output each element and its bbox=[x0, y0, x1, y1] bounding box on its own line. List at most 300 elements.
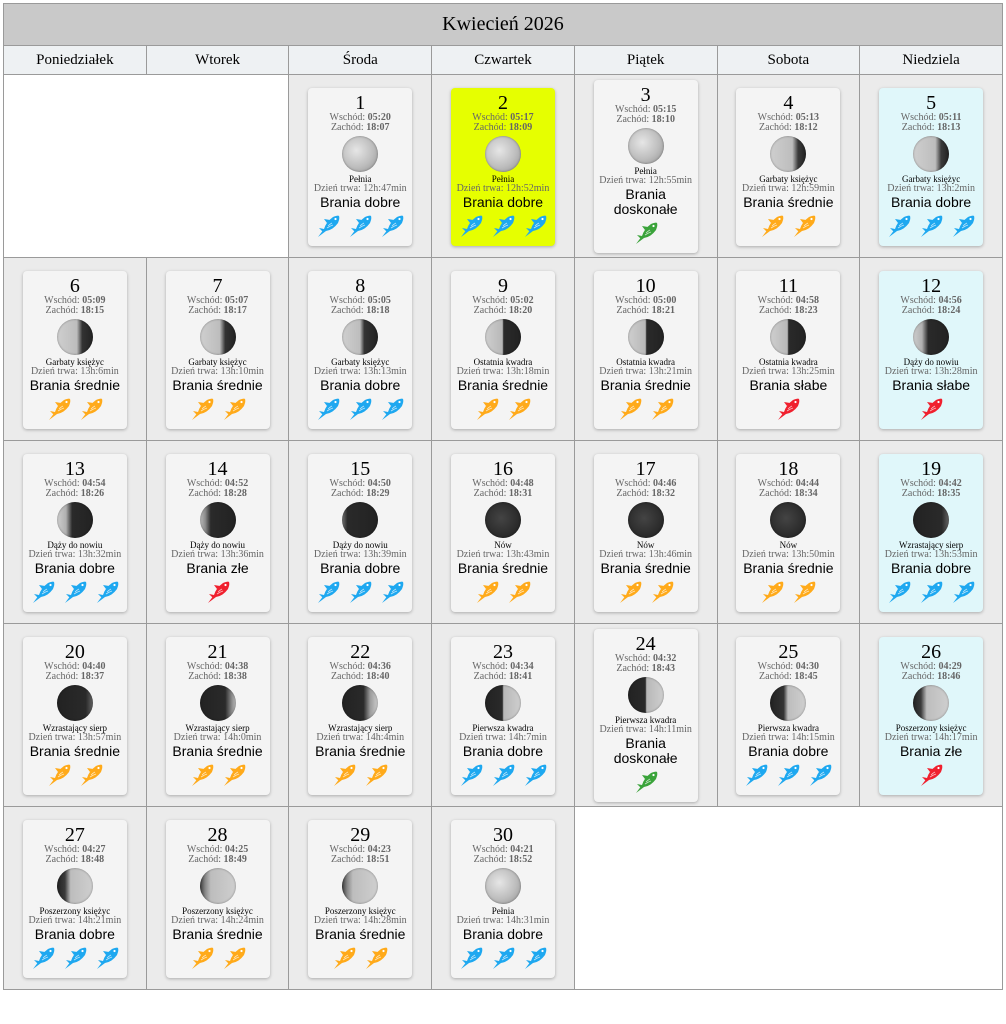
day-length-value: 12h:59min bbox=[791, 183, 835, 194]
day-length-label: Dzień trwa: bbox=[171, 915, 219, 926]
sunset-value: 18:52 bbox=[508, 854, 533, 865]
sunset-value: 18:38 bbox=[223, 671, 247, 682]
moon-phase-icon bbox=[57, 685, 93, 721]
fishing-condition: Brania średnie bbox=[457, 377, 549, 393]
fish-icon bbox=[807, 763, 833, 789]
fish-rating bbox=[736, 580, 840, 606]
fish-rating bbox=[879, 214, 983, 240]
day-length bbox=[594, 176, 698, 186]
calendar-body bbox=[4, 75, 1003, 990]
day-cell[interactable] bbox=[432, 441, 575, 624]
fish-icon bbox=[633, 221, 659, 247]
day-number: 22 bbox=[350, 641, 371, 663]
fishing-condition: Brania średnie bbox=[29, 377, 120, 393]
sunset-time bbox=[451, 123, 555, 133]
fishing-condition: Brania dobre bbox=[748, 743, 829, 759]
sunset-label: Zachód: bbox=[330, 854, 364, 865]
sunrise-label: Wschód: bbox=[329, 295, 366, 306]
day-cell[interactable] bbox=[717, 441, 860, 624]
sunset-value: 18:43 bbox=[651, 663, 675, 674]
fish-icon bbox=[759, 580, 785, 606]
day-length-value: 14h:7min bbox=[508, 732, 547, 743]
day-length-value: 13h:50min bbox=[791, 549, 835, 560]
fish-icon bbox=[189, 946, 215, 972]
day-card[interactable] bbox=[308, 88, 412, 246]
day-length bbox=[308, 916, 412, 926]
sunset-label: Zachód: bbox=[473, 488, 507, 499]
moon-phase-icon bbox=[770, 319, 806, 355]
day-length bbox=[594, 725, 698, 735]
day-cell[interactable] bbox=[860, 75, 1003, 258]
day-length-label: Dzień trwa: bbox=[741, 549, 789, 560]
fishing-condition: Brania dobre bbox=[891, 560, 972, 576]
fish-icon bbox=[522, 214, 548, 240]
moon-phase-label: Poszerzony księżyc bbox=[324, 906, 396, 916]
sunrise-label: Wschód: bbox=[186, 478, 223, 489]
sunset-value: 18:31 bbox=[508, 488, 533, 499]
day-cell[interactable] bbox=[432, 807, 575, 990]
sunset-value: 18:28 bbox=[223, 488, 247, 499]
moon-phase-label: Wzrastający sierp bbox=[899, 540, 964, 550]
weekday-header-sunday: Niedziela bbox=[860, 46, 1003, 75]
moon-phase-icon bbox=[485, 319, 521, 355]
day-number: 1 bbox=[355, 92, 366, 114]
sunset-label: Zachód: bbox=[901, 488, 935, 499]
day-length-label: Dzień trwa: bbox=[28, 732, 76, 743]
sunset-label: Zachód: bbox=[45, 854, 79, 865]
day-card[interactable] bbox=[879, 88, 983, 246]
day-cell[interactable] bbox=[146, 441, 289, 624]
sunset-label: Zachód: bbox=[473, 305, 507, 316]
sunset-value: 18:49 bbox=[223, 854, 247, 865]
day-length bbox=[879, 367, 983, 377]
day-length bbox=[594, 550, 698, 560]
sunrise-value: 04:40 bbox=[82, 661, 106, 672]
moon-phase-label: Garbaty księżyc bbox=[331, 357, 390, 367]
moon-phase-label: Pełnia bbox=[491, 906, 515, 916]
sunrise-value: 04:29 bbox=[938, 661, 962, 672]
sunset-time bbox=[594, 489, 698, 499]
moon-phase-icon bbox=[770, 685, 806, 721]
day-card[interactable] bbox=[308, 820, 412, 978]
moon-phase-label: Pełnia bbox=[491, 174, 515, 184]
fishing-condition: Brania średnie bbox=[29, 743, 120, 759]
weekday-header-wednesday: Środa bbox=[289, 46, 432, 75]
day-length bbox=[736, 367, 840, 377]
sunset-label: Zachód: bbox=[759, 671, 792, 682]
sunrise-value: 04:23 bbox=[367, 844, 391, 855]
fishing-condition: Brania średnie bbox=[172, 743, 263, 759]
day-cell[interactable] bbox=[574, 258, 717, 441]
sunset-label: Zachód: bbox=[188, 305, 221, 316]
sunset-value: 18:13 bbox=[937, 122, 961, 133]
moon-phase-icon bbox=[342, 319, 378, 355]
sunset-value: 18:21 bbox=[651, 305, 675, 316]
day-length-label: Dzień trwa: bbox=[741, 183, 789, 194]
fish-icon bbox=[379, 214, 405, 240]
sunset-time bbox=[736, 306, 840, 316]
day-length-label: Dzień trwa: bbox=[884, 549, 932, 560]
moon-phase-icon bbox=[628, 128, 664, 164]
day-card[interactable] bbox=[594, 271, 698, 429]
fish-rating bbox=[451, 763, 555, 789]
sunset-time bbox=[308, 489, 412, 499]
weekday-header-thursday: Czwartek bbox=[432, 46, 575, 75]
week-row bbox=[4, 807, 1003, 990]
day-cell[interactable] bbox=[717, 258, 860, 441]
sunset-label: Zachód: bbox=[759, 305, 792, 316]
day-length-label: Dzień trwa: bbox=[28, 915, 76, 926]
day-length-label: Dzień trwa: bbox=[741, 366, 789, 377]
day-card[interactable] bbox=[23, 820, 127, 978]
fish-icon bbox=[331, 946, 357, 972]
fish-icon bbox=[458, 763, 484, 789]
fish-icon bbox=[775, 397, 801, 423]
sunset-label: Zachód: bbox=[616, 663, 650, 674]
sunrise-value: 04:54 bbox=[82, 478, 106, 489]
moon-phase-label: Garbaty księżyc bbox=[901, 174, 961, 184]
day-length-label: Dzień trwa: bbox=[456, 366, 504, 377]
sunset-time bbox=[451, 489, 555, 499]
sunrise-label: Wschód: bbox=[614, 478, 651, 489]
day-length-label: Dzień trwa: bbox=[599, 366, 647, 377]
sunset-label: Zachód: bbox=[45, 671, 79, 682]
day-number: 7 bbox=[212, 275, 223, 297]
moon-phase-icon bbox=[342, 136, 378, 172]
sunrise-label: Wschód: bbox=[900, 295, 936, 306]
moon-phase-icon bbox=[200, 868, 236, 904]
day-cell[interactable] bbox=[717, 624, 860, 807]
sunset-time bbox=[736, 672, 840, 682]
fish-icon bbox=[886, 214, 912, 240]
day-card[interactable] bbox=[879, 637, 983, 795]
fishing-condition: Brania średnie bbox=[172, 926, 263, 942]
sunset-value: 18:40 bbox=[366, 671, 390, 682]
fish-icon bbox=[522, 946, 548, 972]
moon-phase-icon bbox=[770, 502, 806, 538]
sunrise-value: 04:42 bbox=[938, 478, 962, 489]
fish-icon bbox=[46, 397, 72, 423]
fishing-condition: Brania średnie bbox=[315, 743, 406, 759]
day-cell[interactable] bbox=[860, 258, 1003, 441]
sunrise-label: Wschód: bbox=[44, 844, 80, 855]
sunset-label: Zachód: bbox=[188, 488, 221, 499]
moon-phase-icon bbox=[485, 868, 521, 904]
sunset-label: Zachód: bbox=[759, 488, 792, 499]
day-cell[interactable] bbox=[574, 441, 717, 624]
day-cell[interactable] bbox=[717, 75, 860, 258]
day-length-label: Dzień trwa: bbox=[884, 732, 932, 743]
day-length-value: 14h:15min bbox=[791, 732, 835, 743]
day-length-value: 14h:21min bbox=[77, 915, 122, 926]
fish-rating bbox=[23, 763, 127, 789]
sunset-time bbox=[451, 855, 555, 865]
day-number: 26 bbox=[921, 641, 942, 663]
sunrise-label: Wschód: bbox=[329, 844, 366, 855]
day-length-label: Dzień trwa: bbox=[884, 366, 932, 377]
fish-rating bbox=[451, 397, 555, 423]
day-length bbox=[736, 184, 840, 194]
sunset-value: 18:10 bbox=[651, 114, 675, 125]
sunset-time bbox=[166, 306, 270, 316]
day-card[interactable] bbox=[736, 88, 840, 246]
day-number: 27 bbox=[64, 824, 85, 846]
sunset-label: Zachód: bbox=[616, 305, 650, 316]
day-number: 21 bbox=[207, 641, 228, 663]
sunrise-value: 04:27 bbox=[82, 844, 106, 855]
weekday-header-monday: Poniedziałek bbox=[4, 46, 147, 75]
moon-phase-label: Poszerzony księżyc bbox=[895, 723, 967, 733]
fish-icon bbox=[331, 763, 357, 789]
fishing-condition: Brania słabe bbox=[892, 377, 971, 393]
sunrise-label: Wschód: bbox=[757, 112, 794, 123]
moon-phase-icon bbox=[200, 319, 236, 355]
day-number: 20 bbox=[64, 641, 85, 663]
moon-phase-icon bbox=[57, 502, 93, 538]
day-cell[interactable] bbox=[574, 75, 717, 258]
sunrise-label: Wschód: bbox=[472, 112, 508, 123]
fishing-condition: Brania słabe bbox=[749, 377, 828, 393]
sunset-time bbox=[308, 672, 412, 682]
day-card[interactable] bbox=[451, 88, 555, 246]
day-number: 5 bbox=[926, 92, 937, 114]
day-length-value: 13h:57min bbox=[77, 732, 122, 743]
fishing-condition: Brania średnie bbox=[600, 560, 691, 576]
day-cell[interactable] bbox=[289, 624, 432, 807]
day-length-label: Dzień trwa: bbox=[741, 732, 789, 743]
fish-icon bbox=[30, 946, 56, 972]
moon-phase-label: Garbaty księżyc bbox=[45, 357, 104, 367]
fish-icon bbox=[78, 397, 104, 423]
day-number: 3 bbox=[640, 84, 651, 106]
day-length-value: 13h:2min bbox=[936, 183, 975, 194]
fishing-condition: Brania doskonałe bbox=[613, 735, 678, 766]
fish-rating bbox=[308, 946, 412, 972]
day-length-value: 13h:21min bbox=[648, 366, 693, 377]
fish-icon bbox=[46, 763, 72, 789]
sunset-time bbox=[23, 306, 127, 316]
week-row bbox=[4, 258, 1003, 441]
fish-rating bbox=[166, 763, 270, 789]
sunset-value: 18:35 bbox=[937, 488, 961, 499]
sunrise-label: Wschód: bbox=[757, 478, 794, 489]
day-length-label: Dzień trwa: bbox=[599, 175, 647, 186]
sunrise-label: Wschód: bbox=[44, 661, 80, 672]
day-card[interactable] bbox=[166, 271, 270, 429]
calendar-table bbox=[3, 3, 1003, 990]
fish-rating bbox=[308, 397, 412, 423]
fish-icon bbox=[458, 214, 484, 240]
sunset-label: Zachód: bbox=[759, 122, 792, 133]
sunrise-value: 05:05 bbox=[367, 295, 391, 306]
day-length-value: 13h:32min bbox=[77, 549, 122, 560]
sunset-time bbox=[594, 664, 698, 674]
day-cell[interactable] bbox=[146, 624, 289, 807]
day-cell[interactable] bbox=[289, 258, 432, 441]
sunset-time bbox=[879, 489, 983, 499]
sunrise-value: 05:11 bbox=[938, 112, 962, 123]
sunset-value: 18:32 bbox=[651, 488, 675, 499]
sunset-value: 18:41 bbox=[508, 671, 533, 682]
day-card[interactable] bbox=[451, 820, 555, 978]
sunset-value: 18:51 bbox=[366, 854, 390, 865]
day-card[interactable] bbox=[308, 271, 412, 429]
day-number: 13 bbox=[64, 458, 85, 480]
moon-phase-icon bbox=[342, 868, 378, 904]
day-cell[interactable] bbox=[4, 258, 147, 441]
day-cell[interactable] bbox=[4, 624, 147, 807]
day-card[interactable] bbox=[451, 271, 555, 429]
day-card[interactable] bbox=[594, 80, 698, 253]
day-length-label: Dzień trwa: bbox=[171, 366, 219, 377]
day-card[interactable] bbox=[166, 637, 270, 795]
fish-icon bbox=[221, 946, 247, 972]
moon-phase-icon bbox=[628, 677, 664, 713]
sunset-label: Zachód: bbox=[188, 854, 221, 865]
day-length-label: Dzień trwa: bbox=[313, 915, 361, 926]
day-length-label: Dzień trwa: bbox=[313, 183, 361, 194]
day-cell[interactable] bbox=[574, 624, 717, 807]
day-length-value: 12h:52min bbox=[506, 183, 550, 194]
day-length-label: Dzień trwa: bbox=[30, 366, 78, 377]
sunrise-label: Wschód: bbox=[329, 112, 366, 123]
day-length-label: Dzień trwa: bbox=[599, 549, 647, 560]
moon-phase-label: Dąży do nowiu bbox=[190, 540, 246, 550]
day-length bbox=[736, 550, 840, 560]
day-cell[interactable] bbox=[432, 75, 575, 258]
day-number: 4 bbox=[783, 92, 794, 114]
fishing-condition: Brania dobre bbox=[320, 560, 401, 576]
day-card[interactable] bbox=[736, 637, 840, 795]
day-card[interactable] bbox=[594, 454, 698, 612]
fish-rating bbox=[451, 214, 555, 240]
fish-rating bbox=[879, 763, 983, 789]
day-card[interactable] bbox=[451, 637, 555, 795]
fish-icon bbox=[62, 580, 88, 606]
day-length-label: Dzień trwa: bbox=[456, 183, 504, 194]
day-length-value: 13h:46min bbox=[648, 549, 693, 560]
moon-phase-icon bbox=[913, 136, 949, 172]
sunset-time bbox=[23, 489, 127, 499]
day-length-value: 12h:47min bbox=[363, 183, 407, 194]
sunrise-value: 04:25 bbox=[224, 844, 249, 855]
day-card[interactable] bbox=[23, 454, 127, 612]
day-length bbox=[736, 733, 840, 743]
day-length-value: 13h:39min bbox=[363, 549, 407, 560]
fish-rating bbox=[451, 946, 555, 972]
day-length-value: 14h:4min bbox=[365, 732, 405, 743]
day-number: 29 bbox=[350, 824, 371, 846]
sunset-label: Zachód: bbox=[330, 671, 364, 682]
week-row bbox=[4, 624, 1003, 807]
sunset-label: Zachód: bbox=[901, 671, 935, 682]
day-length-value: 12h:55min bbox=[648, 175, 693, 186]
day-card[interactable] bbox=[879, 454, 983, 612]
fish-icon bbox=[347, 580, 373, 606]
fish-icon bbox=[886, 580, 912, 606]
sunrise-label: Wschód: bbox=[900, 112, 937, 123]
day-length-label: Dzień trwa: bbox=[313, 366, 361, 377]
moon-phase-icon bbox=[485, 685, 521, 721]
day-card[interactable] bbox=[594, 629, 698, 802]
fish-icon bbox=[506, 397, 532, 423]
moon-phase-label: Ostatnia kwadra bbox=[616, 357, 676, 367]
moon-phase-icon bbox=[485, 502, 521, 538]
day-cell[interactable] bbox=[432, 624, 575, 807]
day-cell[interactable] bbox=[146, 807, 289, 990]
fish-icon bbox=[506, 580, 532, 606]
day-length-label: Dzień trwa: bbox=[456, 549, 504, 560]
moon-phase-icon bbox=[770, 136, 806, 172]
fish-rating bbox=[594, 580, 698, 606]
sunrise-value: 04:30 bbox=[795, 661, 820, 672]
weekday-header-saturday: Sobota bbox=[717, 46, 860, 75]
day-length-label: Dzień trwa: bbox=[599, 724, 647, 735]
fish-icon bbox=[775, 763, 801, 789]
fish-icon bbox=[221, 397, 247, 423]
day-card[interactable] bbox=[23, 271, 127, 429]
moon-phase-icon bbox=[913, 685, 949, 721]
day-cell[interactable] bbox=[289, 441, 432, 624]
moon-phase-label: Poszerzony księżyc bbox=[182, 906, 253, 916]
day-cell[interactable] bbox=[860, 624, 1003, 807]
moon-phase-label: Poszerzony księżyc bbox=[39, 906, 111, 916]
day-cell[interactable] bbox=[432, 258, 575, 441]
fish-icon bbox=[617, 397, 643, 423]
day-card[interactable] bbox=[451, 454, 555, 612]
day-length-label: Dzień trwa: bbox=[887, 183, 935, 194]
sunrise-value: 05:20 bbox=[367, 112, 391, 123]
sunrise-label: Wschód: bbox=[329, 478, 366, 489]
fish-icon bbox=[490, 214, 516, 240]
day-card[interactable] bbox=[736, 271, 840, 429]
day-length-value: 13h:25min bbox=[791, 366, 835, 377]
day-cell[interactable] bbox=[146, 258, 289, 441]
sunset-label: Zachód: bbox=[901, 305, 935, 316]
day-cell[interactable] bbox=[4, 807, 147, 990]
day-card[interactable] bbox=[308, 637, 412, 795]
sunrise-label: Wschód: bbox=[472, 295, 508, 306]
day-cell[interactable] bbox=[860, 441, 1003, 624]
fish-icon bbox=[189, 397, 215, 423]
day-card[interactable] bbox=[23, 637, 127, 795]
day-card[interactable] bbox=[736, 454, 840, 612]
fishing-condition: Brania średnie bbox=[172, 377, 263, 393]
moon-phase-label: Dąży do nowiu bbox=[903, 357, 959, 367]
day-number: 24 bbox=[635, 633, 656, 655]
day-number: 11 bbox=[778, 275, 798, 297]
fish-rating bbox=[879, 580, 983, 606]
day-cell[interactable] bbox=[289, 75, 432, 258]
day-card[interactable] bbox=[166, 820, 270, 978]
fishing-condition: Brania dobre bbox=[320, 377, 401, 393]
fish-icon bbox=[633, 770, 659, 796]
day-card[interactable] bbox=[166, 454, 270, 612]
sunrise-label: Wschód: bbox=[614, 653, 651, 664]
day-card[interactable] bbox=[879, 271, 983, 429]
day-length-value: 13h:10min bbox=[220, 366, 264, 377]
empty-cell bbox=[574, 807, 1002, 990]
day-card[interactable] bbox=[308, 454, 412, 612]
day-cell[interactable] bbox=[4, 441, 147, 624]
day-length bbox=[451, 184, 555, 194]
sunrise-label: Wschód: bbox=[900, 661, 936, 672]
sunrise-label: Wschód: bbox=[472, 661, 508, 672]
sunrise-value: 04:46 bbox=[653, 478, 677, 489]
day-cell[interactable] bbox=[289, 807, 432, 990]
day-number: 12 bbox=[921, 275, 942, 297]
day-length bbox=[308, 367, 412, 377]
